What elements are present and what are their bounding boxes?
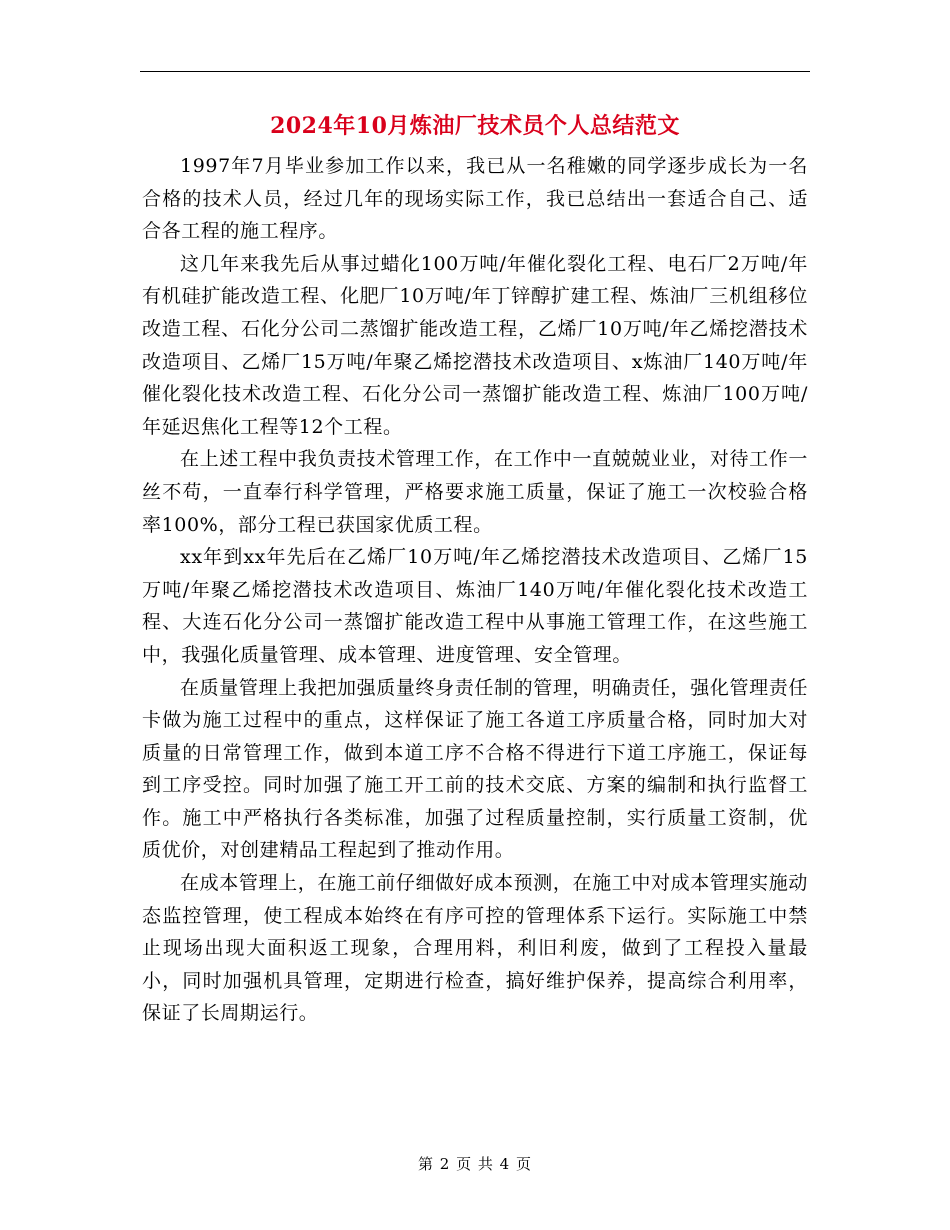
paragraph-projects: 这几年来我先后从事过蜡化100万吨/年催化裂化工程、电石厂2万吨/年有机硅扩能改造工程、化肥厂10万吨/年丁锌醇扩建工程、炼油厂三机组移位改造工程、石化分公司二蒸馏扩能改造工程，乙烯厂10万吨/年乙烯挖潜技术改造项目、乙烯厂15万吨/年聚乙烯挖潜技术改造项目、x炼油厂140万吨/年催化裂化技术改造工程、石化分公司一蒸馏扩能改造工程、炼油厂100万吨/年延迟焦化工程等12个工程。 bbox=[142, 252, 808, 438]
paragraph-intro: 1997年7月毕业参加工作以来，我已从一名稚嫩的同学逐步成长为一名合格的技术人员，经过几年的现场实际工作，我已总结出一套适合自己、适合各工程的施工程序。 bbox=[142, 155, 808, 243]
page-number: 第 2 页 共 4 页 bbox=[418, 1155, 532, 1173]
paragraph-construction-management: xx年到xx年先后在乙烯厂10万吨/年乙烯挖潜技术改造项目、乙烯厂15万吨/年聚乙烯挖潜技术改造项目、炼油厂140万吨/年催化裂化技术改造工程、大连石化分公司一蒸馏扩能改造工程中从事施工管理工作，在这些施工中，我强化质量管理、成本管理、进度管理、安全管理。 bbox=[142, 546, 808, 666]
header-rule bbox=[140, 71, 810, 72]
paragraph-technical-management: 在上述工程中我负责技术管理工作，在工作中一直兢兢业业，对待工作一丝不苟，一直奉行科学管理，严格要求施工质量，保证了施工一次校验合格率100%，部分工程已获国家优质工程。 bbox=[142, 448, 808, 536]
document-body bbox=[142, 150, 808, 1030]
paragraph-quality-management: 在质量管理上我把加强质量终身责任制的管理，明确责任，强化管理责任卡做为施工过程中的重点，这样保证了施工各道工序质量合格，同时加大对质量的日常管理工作，做到本道工序不合格不得进行下道工序施工，保证每到工序受控。同时加强了施工开工前的技术交底、方案的编制和执行监督工作。施工中严格执行各类标准，加强了过程质量控制，实行质量工资制，优质优价，对创建精品工程起到了推动作用。 bbox=[142, 676, 808, 862]
paragraph-cost-management: 在成本管理上，在施工前仔细做好成本预测，在施工中对成本管理实施动态监控管理，使工程成本始终在有序可控的管理体系下运行。实际施工中禁止现场出现大面积返工现象，合理用料，利旧利废，做到了工程投入量最小，同时加强机具管理，定期进行检查，搞好维护保养，提高综合利用率，保证了长周期运行。 bbox=[142, 872, 808, 1025]
document-title: 2024年10月炼油厂技术员个人总结范文 bbox=[270, 113, 680, 139]
